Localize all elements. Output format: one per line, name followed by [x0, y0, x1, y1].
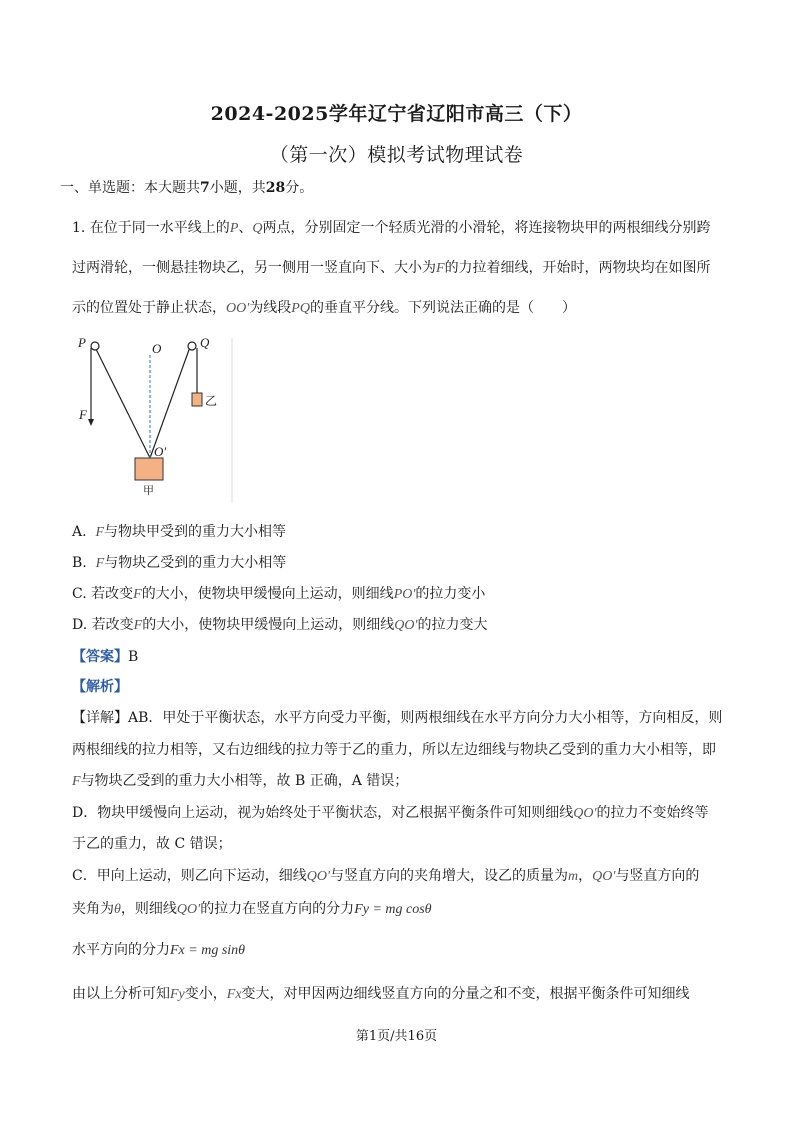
detail-line-8: 水平方向的分力Fx = mg sinθ	[72, 942, 246, 958]
detail-line-7: 夹角为θ，则细线QO′的拉力在竖直方向的分力Fy = mg cosθ	[72, 901, 432, 917]
label-F: F	[79, 407, 87, 422]
option-B: B. F与物块乙受到的重力大小相等	[72, 555, 287, 571]
label-O: O	[152, 341, 162, 356]
detail-line-4: D．物块甲缓慢向上运动，视为始终处于平衡状态，对乙根据平衡条件可知则细线QO′的拉力不变始终等	[72, 805, 709, 821]
rope-PO	[95, 347, 150, 458]
detail-line-2: 两根细线的拉力相等，又右边细线的拉力等于乙的重力，所以左边细线与物块乙受到的重力大小相等，即	[72, 742, 716, 758]
detail-line-1: 【详解】AB．甲处于平衡状态，水平方向受力平衡，则两根细线在水平方向分力大小相等，方向相反，则	[72, 710, 723, 726]
answer-line: 【答案】B	[72, 649, 139, 665]
page-footer: 第1页/共16页	[355, 1029, 438, 1044]
pulley-Q-icon	[188, 342, 196, 350]
detail-line-3: F与物块乙受到的重力大小相等，故 B 正确，A 错误；	[72, 773, 409, 789]
pulley-P-icon	[91, 342, 99, 350]
pulley-diagram	[72, 333, 242, 508]
rope-QO	[150, 347, 190, 458]
paper-title-line2: （第一次）模拟考试物理试卷	[269, 144, 524, 166]
section-heading: 一、单选题：本大题共7小题，共28分。	[60, 180, 314, 196]
analysis-heading: 【解析】	[72, 679, 128, 695]
question-line-2: 过两滑轮，一侧悬挂物块乙，另一侧用一竖直向下、大小为F的力拉着细线，开始时，两物块均在如图所	[72, 260, 711, 276]
label-P: P	[78, 335, 86, 350]
question-line-1: 1. 在位于同一水平线上的P、Q两点，分别固定一个轻质光滑的小滑轮，将连接物块甲的两根细线分别跨	[72, 220, 711, 236]
label-Oprime: O′	[154, 444, 167, 459]
detail-line-5: 于乙的重力，故 C 错误；	[72, 836, 232, 852]
label-Q: Q	[200, 335, 210, 350]
paper-title-line1: 2024-2025学年辽宁省辽阳市高三（下）	[210, 103, 583, 125]
block-yi	[192, 393, 202, 406]
detail-line-6: C．甲向上运动，则乙向下运动，细线QO′与竖直方向的夹角增大，设乙的质量为m，QO′与竖直方向的	[72, 868, 700, 884]
detail-line-9: 由以上分析可知Fy变小，Fx变大，对甲因两边细线竖直方向的分量之和不变，根据平衡条件可知细线	[72, 986, 690, 1002]
question-line-3: 示的位置处于静止状态，OO′为线段PQ的垂直平分线。下列说法正确的是（ ）	[72, 300, 576, 316]
label-jia: 甲	[143, 484, 154, 497]
option-C: C. 若改变F的大小，使物块甲缓慢向上运动，则细线PO′的拉力变小	[72, 586, 486, 602]
label-yi: 乙	[205, 394, 218, 408]
option-D: D. 若改变F的大小，使物块甲缓慢向上运动，则细线QO′的拉力变大	[72, 617, 488, 633]
option-A: A. F与物块甲受到的重力大小相等	[72, 524, 287, 540]
force-arrow-icon	[88, 419, 94, 426]
block-jia	[135, 458, 163, 480]
